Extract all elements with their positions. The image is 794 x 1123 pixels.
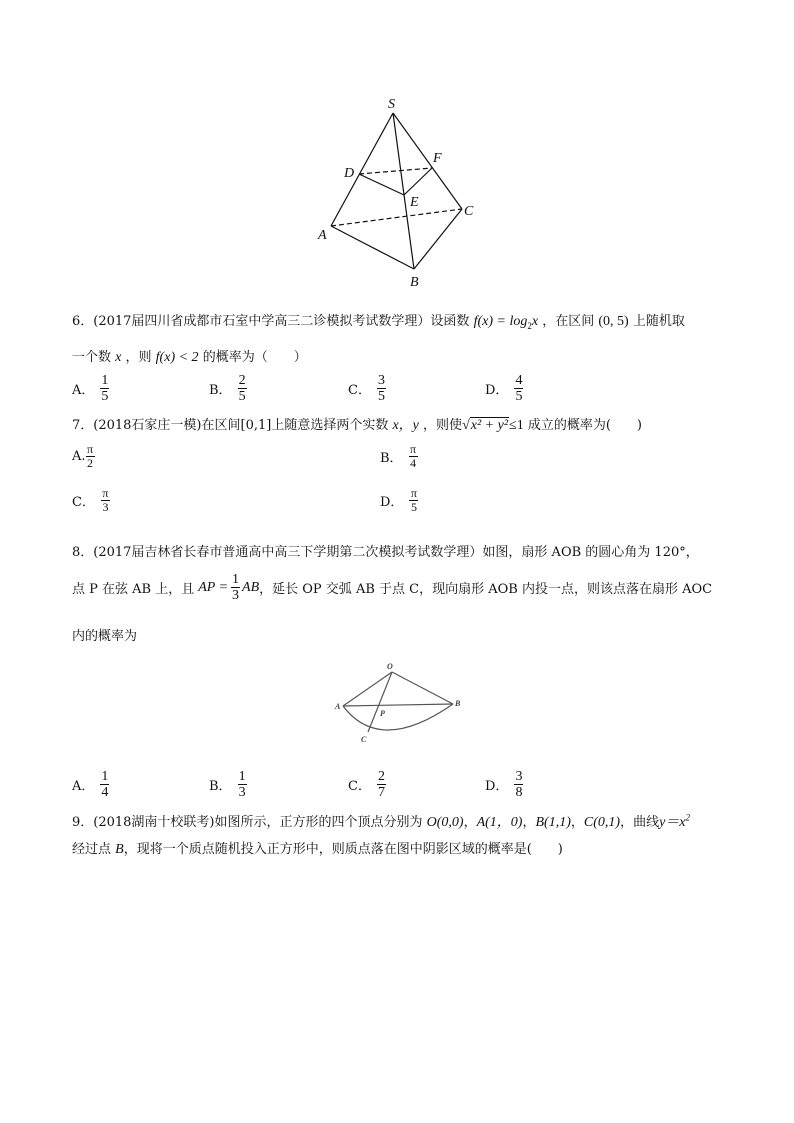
denominator: 5 bbox=[410, 500, 417, 514]
q6-text-mid: ，在区间 bbox=[542, 314, 595, 329]
edge-SA bbox=[331, 113, 393, 226]
numerator: π bbox=[87, 442, 94, 456]
q9-curve bbox=[659, 812, 691, 830]
numerator: 3 bbox=[515, 769, 523, 784]
option-letter: A． bbox=[72, 779, 95, 794]
q8-line1: 8．(2017届吉林省长春市普通高中高三下学期第二次模拟考试数学理）如图，扇形 AOB 的圆心角为 120°， bbox=[72, 545, 699, 560]
fraction bbox=[238, 373, 247, 404]
denominator: 7 bbox=[377, 785, 385, 800]
q7-text: 7．(2018石家庄一模)在区间[0,1]上随意选择两个实数 bbox=[72, 418, 389, 433]
numerator: π bbox=[410, 442, 417, 456]
label-A: A bbox=[335, 702, 341, 711]
denominator: 3 bbox=[102, 500, 109, 514]
q9-text2-suffix: ，现将一个质点随机投入正方形中，则质点落在图中阴影区域的概率是( ) bbox=[123, 842, 563, 857]
option-letter: A． bbox=[72, 383, 95, 398]
q8-option-c[interactable] bbox=[348, 769, 386, 800]
q6-option-b[interactable] bbox=[209, 373, 247, 404]
denominator: 5 bbox=[101, 389, 109, 404]
q6-text2: 一个数 bbox=[72, 350, 112, 365]
numerator: 4 bbox=[515, 373, 523, 388]
q8-text-suffix: ，延长 OP 交弧 AB 于点 C，现向扇形 AOB 内投一点，则该点落在扇形 AOC bbox=[259, 582, 713, 597]
denominator: 3 bbox=[238, 785, 246, 800]
denominator: 5 bbox=[238, 389, 246, 404]
q7-line bbox=[72, 414, 642, 434]
q7-option-d[interactable] bbox=[380, 487, 418, 514]
label-D: D bbox=[344, 166, 355, 181]
numerator: 1 bbox=[238, 769, 246, 784]
q9-curve-exponent: 2 bbox=[685, 812, 691, 823]
fraction bbox=[514, 769, 523, 800]
numerator: 2 bbox=[377, 769, 385, 784]
q9-line1: 9．(2018湖南十校联考)如图所示，正方形的四个顶点分别为 O(0,0)，A(1，0)，B(1,1)，C(0,1)，曲线$y=x^2$ bbox=[72, 812, 691, 830]
label-B: B bbox=[410, 275, 419, 290]
q6-option-c[interactable] bbox=[348, 373, 386, 404]
fraction bbox=[238, 769, 247, 800]
edge-DF-hidden bbox=[359, 168, 432, 174]
edge-BC bbox=[414, 209, 462, 269]
option-letter: C． bbox=[348, 779, 371, 794]
numerator: 1 bbox=[101, 373, 109, 388]
label-O: O bbox=[387, 662, 393, 671]
option-letter: B． bbox=[380, 451, 403, 466]
q6-var: x bbox=[115, 350, 122, 365]
q6-text2-mid: ，则 bbox=[125, 350, 152, 365]
q6-func-base: 2 bbox=[527, 320, 532, 331]
q9-point-O: O(0,0) bbox=[426, 815, 464, 830]
option-letter: A. bbox=[72, 449, 86, 464]
q6-text: 6．(2017届四川省成都市石室中学高三二诊模拟考试数学理）设函数 bbox=[72, 314, 470, 329]
fraction bbox=[100, 373, 109, 404]
q8-line2 bbox=[72, 572, 712, 603]
tetrahedron-figure bbox=[300, 88, 500, 293]
q8-text: 点 P 在弦 AB 上，且 bbox=[72, 582, 195, 597]
q8-eq-fraction bbox=[231, 572, 240, 603]
option-letter: C． bbox=[348, 383, 371, 398]
q9-curve-expr: y＝x bbox=[659, 815, 686, 830]
denominator: 5 bbox=[515, 389, 523, 404]
fraction bbox=[377, 373, 386, 404]
numerator: 2 bbox=[238, 373, 246, 388]
label-C: C bbox=[361, 735, 367, 744]
label-B: B bbox=[455, 699, 461, 708]
fraction bbox=[514, 373, 523, 404]
q9-text-mid: ，曲线 bbox=[620, 815, 660, 830]
q7-option-a[interactable] bbox=[72, 443, 95, 470]
edge-EF bbox=[404, 168, 432, 195]
q6-line1 bbox=[72, 310, 685, 331]
fraction bbox=[101, 487, 110, 514]
fraction bbox=[409, 443, 418, 470]
denominator: 8 bbox=[515, 785, 523, 800]
q9-point: B bbox=[115, 842, 124, 857]
denominator: 5 bbox=[377, 389, 385, 404]
q8-eq-rhs: AB bbox=[242, 579, 260, 595]
option-letter: D． bbox=[380, 495, 404, 510]
q6-func-var: x bbox=[531, 314, 539, 329]
q6-condition: f(x) < 2 bbox=[155, 350, 199, 365]
q6-func-name: f(x) = log bbox=[473, 314, 528, 329]
q8-option-a[interactable] bbox=[72, 769, 109, 800]
q7-vars: x，y bbox=[392, 418, 419, 433]
q9-point-B: B(1,1) bbox=[535, 815, 571, 830]
numerator: 3 bbox=[377, 373, 385, 388]
label-E: E bbox=[410, 195, 419, 210]
q9-text2: 经过点 bbox=[72, 842, 112, 857]
label-F: F bbox=[433, 151, 442, 166]
q8-line3: 内的概率为 bbox=[72, 629, 138, 644]
fraction bbox=[100, 769, 109, 800]
option-letter: C． bbox=[72, 495, 95, 510]
q6-option-d[interactable] bbox=[485, 373, 523, 404]
fraction bbox=[86, 443, 95, 470]
numerator: π bbox=[102, 486, 109, 500]
q7-option-b[interactable] bbox=[380, 443, 418, 470]
q9-line2 bbox=[72, 838, 563, 858]
q7-cond: ≤1 bbox=[509, 418, 524, 433]
q7-option-c[interactable] bbox=[72, 487, 110, 514]
label-A: A bbox=[318, 228, 327, 243]
numerator: 1 bbox=[232, 572, 240, 587]
q7-text-mid: ，则使 bbox=[423, 418, 463, 433]
q8-option-d[interactable] bbox=[485, 769, 523, 800]
q7-sqrt: √x² + y²≤1 bbox=[462, 418, 524, 433]
label-P: P bbox=[380, 709, 385, 718]
q9-text: 9．(2018湖南十校联考)如图所示，正方形的四个顶点分别为 bbox=[72, 815, 423, 830]
denominator: 4 bbox=[410, 456, 417, 470]
fraction bbox=[409, 487, 418, 514]
q8-eq-lhs: AP = bbox=[198, 579, 229, 595]
radius-OB bbox=[392, 672, 453, 704]
edge-AB bbox=[331, 226, 414, 269]
q7-sqrt-expr: x² + y² bbox=[470, 418, 509, 433]
q7-text-suffix: 成立的概率为( ) bbox=[527, 418, 643, 433]
denominator: 4 bbox=[101, 785, 109, 800]
arc-AB bbox=[343, 704, 453, 730]
denominator: 2 bbox=[87, 456, 94, 470]
q6-option-a[interactable] bbox=[72, 373, 109, 404]
label-C: C bbox=[464, 204, 474, 219]
option-letter: D． bbox=[485, 779, 509, 794]
option-letter: B． bbox=[209, 383, 232, 398]
q6-interval: (0, 5) bbox=[598, 314, 629, 329]
edge-AC-hidden bbox=[331, 209, 462, 226]
q9-point-C: C(0,1) bbox=[583, 815, 621, 830]
edge-DE bbox=[359, 174, 404, 195]
q8-option-b[interactable] bbox=[209, 769, 247, 800]
q9-point-A: A(1，0) bbox=[476, 815, 523, 830]
q6-text2-suffix: 的概率为（ ） bbox=[202, 350, 307, 365]
q6-text-suffix: 上随机取 bbox=[632, 314, 685, 329]
label-S: S bbox=[388, 97, 395, 112]
option-letter: D． bbox=[485, 383, 509, 398]
numerator: 1 bbox=[101, 769, 109, 784]
chord-AB bbox=[343, 704, 453, 706]
q6-line2 bbox=[72, 346, 307, 366]
fraction bbox=[377, 769, 386, 800]
numerator: π bbox=[410, 486, 417, 500]
denominator: 3 bbox=[232, 588, 240, 603]
q6-function bbox=[474, 314, 538, 329]
option-letter: B． bbox=[209, 779, 232, 794]
sector-figure bbox=[330, 660, 470, 748]
